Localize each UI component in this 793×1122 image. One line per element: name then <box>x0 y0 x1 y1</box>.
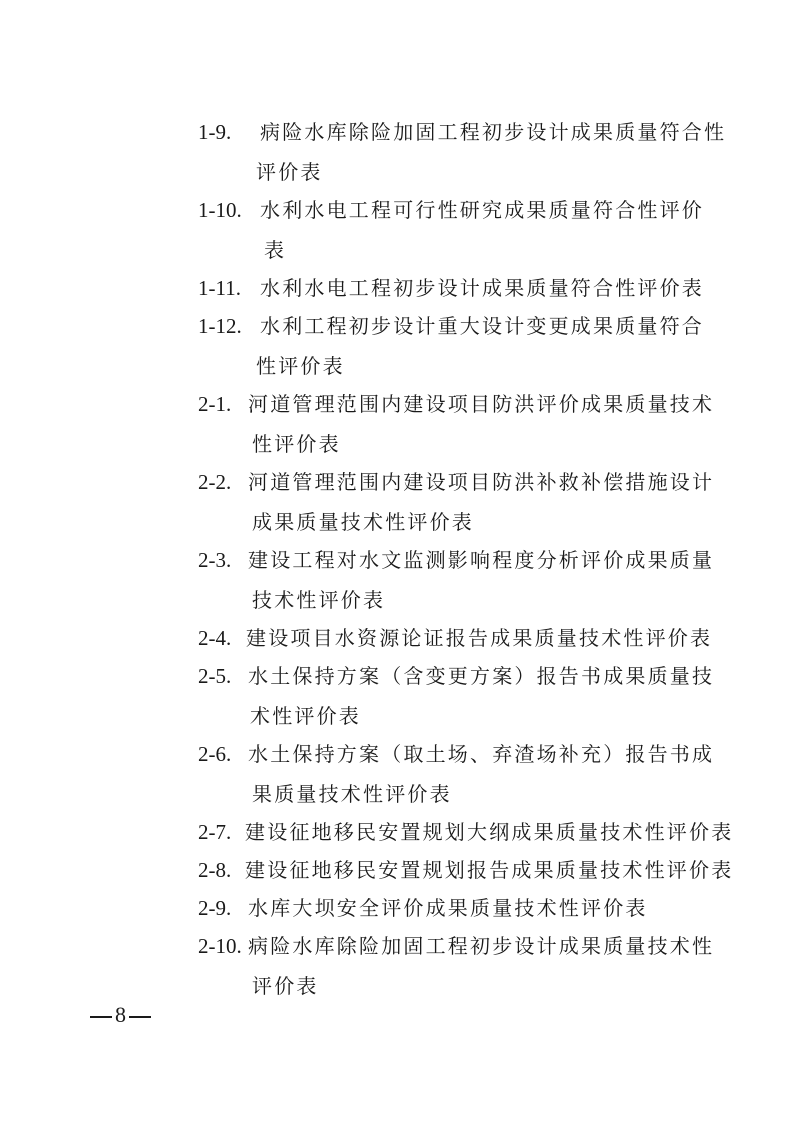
list-item <box>198 926 718 1006</box>
item-title: 建设工程对水文监测影响程度分析评价成果质量 <box>248 548 715 572</box>
item-number: 2-2. <box>198 470 232 494</box>
list-item-first-line <box>198 306 718 346</box>
list-item-first-line <box>198 112 727 152</box>
footer-dash-right <box>129 1016 151 1018</box>
list-item-first-line <box>198 540 718 580</box>
item-number: 2-6. <box>198 742 232 766</box>
list-item <box>198 268 718 308</box>
item-title: 水库大坝安全评价成果质量技术性评价表 <box>248 896 648 920</box>
list-item-first-line <box>198 268 718 308</box>
list-item-first-line <box>198 734 718 774</box>
item-title: 水利水电工程可行性研究成果质量符合性评价 <box>260 198 704 222</box>
item-number: 2-4. <box>198 626 232 650</box>
list-item <box>198 384 718 464</box>
list-item <box>198 462 718 542</box>
item-title: 建设项目水资源论证报告成果质量技术性评价表 <box>246 626 713 650</box>
list-item <box>198 540 718 620</box>
list-item-first-line <box>198 888 718 928</box>
footer-dash-left <box>90 1016 112 1018</box>
item-number: 1-11. <box>198 276 241 300</box>
item-title: 河道管理范围内建设项目防洪评价成果质量技术 <box>248 392 715 416</box>
list-item-first-line <box>198 812 734 852</box>
item-title: 病险水库除险加固工程初步设计成果质量符合性 <box>260 120 727 144</box>
item-title-continuation: 评价表 <box>252 974 319 998</box>
page-number: 8 <box>115 1002 126 1027</box>
item-title: 病险水库除险加固工程初步设计成果质量技术性 <box>248 934 715 958</box>
list-item <box>198 734 718 814</box>
list-item-first-line <box>198 462 718 502</box>
item-title-continuation: 表 <box>264 238 287 262</box>
item-title-continuation: 技术性评价表 <box>252 588 386 612</box>
item-number: 2-8. <box>198 858 232 882</box>
item-number: 2-5. <box>198 664 232 688</box>
list-item <box>198 850 734 890</box>
item-title-continuation: 性评价表 <box>252 432 341 456</box>
list-item-first-line <box>198 926 718 966</box>
item-number: 2-1. <box>198 392 232 416</box>
list-item-first-line <box>198 384 718 424</box>
item-title-continuation: 成果质量技术性评价表 <box>252 510 474 534</box>
item-title: 水利工程初步设计重大设计变更成果质量符合 <box>260 314 704 338</box>
list-item <box>198 888 718 928</box>
list-item-first-line <box>198 656 718 696</box>
item-title-continuation: 评价表 <box>256 160 323 184</box>
item-title: 建设征地移民安置规划大纲成果质量技术性评价表 <box>245 820 734 844</box>
item-number: 2-9. <box>198 896 232 920</box>
item-title: 建设征地移民安置规划报告成果质量技术性评价表 <box>245 858 734 882</box>
list-item <box>198 618 718 658</box>
item-title: 水土保持方案（含变更方案）报告书成果质量技 <box>248 664 715 688</box>
list-item <box>198 112 727 192</box>
item-title-continuation: 果质量技术性评价表 <box>252 782 452 806</box>
item-number: 1-12. <box>198 314 242 338</box>
item-title: 河道管理范围内建设项目防洪补救补偿措施设计 <box>248 470 715 494</box>
item-number: 1-9. <box>198 120 232 144</box>
item-number: 2-7. <box>198 820 232 844</box>
list-item-first-line <box>198 190 718 230</box>
item-number: 1-10. <box>198 198 242 222</box>
item-title-continuation: 性评价表 <box>256 354 345 378</box>
item-title: 水利水电工程初步设计成果质量符合性评价表 <box>260 276 704 300</box>
list-item <box>198 656 718 736</box>
item-title: 水土保持方案（取土场、弃渣场补充）报告书成 <box>248 742 715 766</box>
list-item <box>198 306 718 386</box>
list-item-first-line <box>198 618 718 658</box>
page-footer <box>90 1000 151 1030</box>
list-item <box>198 190 718 270</box>
item-number: 2-10. <box>198 934 242 958</box>
item-title-continuation: 术性评价表 <box>250 704 361 728</box>
list-item-first-line <box>198 850 734 890</box>
item-number: 2-3. <box>198 548 232 572</box>
list-item <box>198 812 734 852</box>
